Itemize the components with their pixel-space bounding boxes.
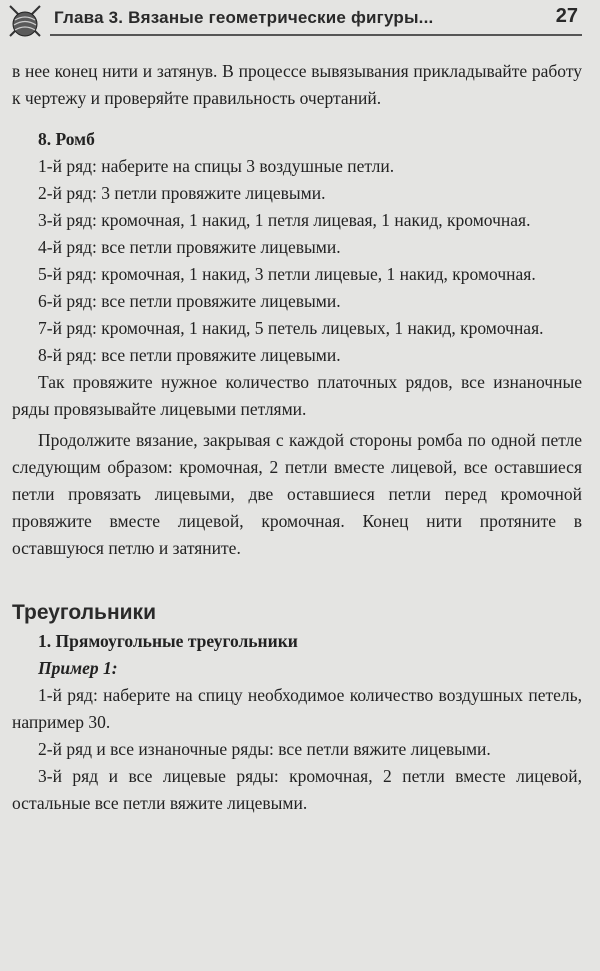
intro-paragraph: в нее конец нити и затянув. В процессе вывязывания прикладывайте работу к чертежу и проверяйте правильность очертаний. [12, 61, 582, 108]
rhomb-paragraph: Так провяжите нужное количество платочных рядов, все изнаночные ряды провязывайте лицевыми петлями. [12, 372, 582, 419]
chapter-title: Глава 3. Вязаные геометрические фигуры... [54, 8, 434, 27]
rhomb-row: 3-й ряд: кромочная, 1 накид, 1 петля лицевая, 1 накид, кромочная. [38, 210, 531, 230]
subsection-heading: 1. Прямоугольные треугольники [38, 631, 298, 651]
example-label: Пример 1: [38, 658, 118, 678]
rhomb-row: 6-й ряд: все петли провяжите лицевыми. [38, 291, 341, 311]
rhomb-row: 4-й ряд: все петли провяжите лицевыми. [38, 237, 341, 257]
rhomb-row: 7-й ряд: кромочная, 1 накид, 5 петель лицевых, 1 накид, кромочная. [38, 318, 544, 338]
example-row: 1-й ряд: наберите на спицу необходимое количество воздушных петель, например 30. [12, 685, 582, 732]
example-row: 3-й ряд и все лицевые ряды: кромочная, 2 петли вместе лицевой, остальные все петли вяжите лицевыми. [12, 766, 582, 813]
rhomb-row: 5-й ряд: кромочная, 1 накид, 3 петли лицевые, 1 накид, кромочная. [38, 264, 536, 284]
section-title: Треугольники [12, 601, 156, 624]
rhomb-paragraph: Продолжите вязание, закрывая с каждой стороны ромба по одной петле следующим образом: кромочная, 2 петли вместе лицевой, все оставшиеся петли провязать лицевыми, две оставшиеся петли перед кромочной провяжите вместе лицевой, кромочная. Конец нити протяните в оставшуюся петлю и затяните. [12, 430, 582, 558]
example-row: 2-й ряд и все изнаночные ряды: все петли вяжите лицевыми. [38, 739, 491, 759]
page-header [0, 0, 600, 44]
yarn-ball-with-needles-icon [6, 2, 44, 40]
page-number: 27 [555, 5, 578, 27]
rhomb-heading: 8. Ромб [38, 129, 95, 149]
page-body [12, 58, 582, 817]
header-divider [50, 34, 582, 36]
rhomb-row: 2-й ряд: 3 петли провяжите лицевыми. [38, 183, 326, 203]
rhomb-row: 1-й ряд: наберите на спицы 3 воздушные петли. [38, 156, 395, 176]
rhomb-row: 8-й ряд: все петли провяжите лицевыми. [38, 345, 341, 365]
